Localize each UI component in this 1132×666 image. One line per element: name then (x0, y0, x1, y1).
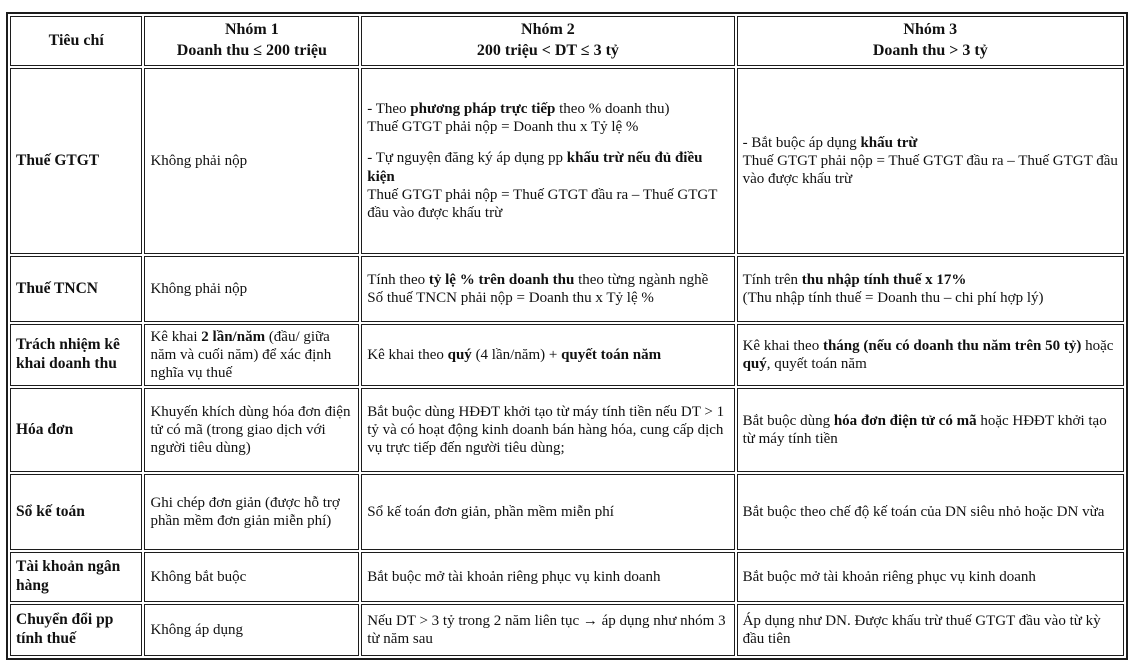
table-cell: Áp dụng như DN. Được khấu trừ thuế GTGT đầu vào từ kỳ đầu tiên (737, 604, 1124, 656)
table-cell: Tính trên thu nhập tính thuế x 17% (Thu nhập tính thuế = Doanh thu – chi phí hợp lý) (737, 256, 1124, 322)
table-cell: Không phải nộp (144, 68, 359, 254)
column-header-line: Nhóm 2 (521, 21, 575, 39)
table-cell: Không áp dụng (144, 604, 359, 656)
table-row (10, 68, 1124, 254)
column-header-line: 200 triệu < DT ≤ 3 tỷ (476, 42, 619, 59)
table-cell: Nếu DT > 3 tỷ trong 2 năm liên tục → áp dụng như nhóm 3 từ năm sau (361, 604, 734, 656)
table-cell: Tính theo tỷ lệ % trên doanh thu theo từng ngành nghề Số thuế TNCN phải nộp = Doanh thu x Tỷ lệ % (361, 256, 734, 322)
column-header (361, 16, 734, 66)
table-row (10, 324, 1124, 386)
column-header-line: Nhóm 1 (224, 21, 279, 39)
table-cell: Ghi chép đơn giản (được hỗ trợ phần mềm đơn giản miễn phí) (144, 474, 359, 550)
table-row (10, 552, 1124, 602)
table-cell: Bắt buộc mở tài khoản riêng phục vụ kinh doanh (737, 552, 1124, 602)
table-cell: Bắt buộc dùng HĐĐT khởi tạo từ máy tính tiền nếu DT > 1 tỷ và có hoạt động kinh doanh bán hàng hóa, cung cấp dịch vụ trực tiếp đến người tiêu dùng; (361, 388, 734, 472)
table-row (10, 256, 1124, 322)
table-head-row (10, 16, 1124, 66)
table-cell: Khuyến khích dùng hóa đơn điện tử có mã (trong giao dịch với người tiêu dùng) (144, 388, 359, 472)
column-header (737, 16, 1124, 66)
table-cell: Kê khai theo tháng (nếu có doanh thu năm trên 50 tỷ) hoặc quý, quyết toán năm (737, 324, 1124, 386)
row-criterion: Trách nhiệm kê khai doanh thu (10, 324, 142, 386)
table-cell: Kê khai theo quý (4 lần/năm) + quyết toán năm (361, 324, 734, 386)
table-row (10, 388, 1124, 472)
table-body (10, 68, 1124, 656)
column-header (144, 16, 359, 66)
table-row (10, 474, 1124, 550)
table-cell: Kê khai 2 lần/năm (đầu/ giữa năm và cuối năm) để xác định nghĩa vụ thuế (144, 324, 359, 386)
row-criterion: Tài khoản ngân hàng (10, 552, 142, 602)
row-criterion: Chuyển đổi pp tính thuế (10, 604, 142, 656)
table-cell: Không phải nộp (144, 256, 359, 322)
table-cell: - Bắt buộc áp dụng khấu trừ Thuế GTGT phải nộp = Thuế GTGT đầu ra – Thuế GTGT đầu vào được khấu trừ (737, 68, 1124, 254)
row-criterion: Hóa đơn (10, 388, 142, 472)
table-cell: - Theo phương pháp trực tiếp theo % doanh thu) Thuế GTGT phải nộp = Doanh thu x Tỷ lệ % - Tự nguyện đăng ký áp dụng pp khấu trừ nếu đủ điều kiện Thuế GTGT phải nộp = Thuế GTGT đầu ra – Thuế GTGT đầu vào được khấu trừ (361, 68, 734, 254)
table-cell: Không bắt buộc (144, 552, 359, 602)
column-header-line: Doanh thu ≤ 200 triệu (176, 42, 327, 59)
table-cell: Bắt buộc dùng hóa đơn điện tử có mã hoặc HĐĐT khởi tạo từ máy tính tiền (737, 388, 1124, 472)
table-cell: Bắt buộc theo chế độ kế toán của DN siêu nhỏ hoặc DN vừa (737, 474, 1124, 550)
column-header-line: Doanh thu > 3 tỷ (872, 42, 988, 59)
row-criterion: Thuế TNCN (10, 256, 142, 322)
tax-comparison-table (6, 12, 1128, 660)
column-header (10, 16, 142, 66)
row-criterion: Sổ kế toán (10, 474, 142, 550)
table-cell: Sổ kế toán đơn giản, phần mềm miễn phí (361, 474, 734, 550)
column-header-line: Nhóm 3 (903, 21, 958, 39)
table-row (10, 604, 1124, 656)
column-header-line: Tiêu chí (48, 31, 104, 49)
row-criterion: Thuế GTGT (10, 68, 142, 254)
table-cell: Bắt buộc mở tài khoản riêng phục vụ kinh doanh (361, 552, 734, 602)
